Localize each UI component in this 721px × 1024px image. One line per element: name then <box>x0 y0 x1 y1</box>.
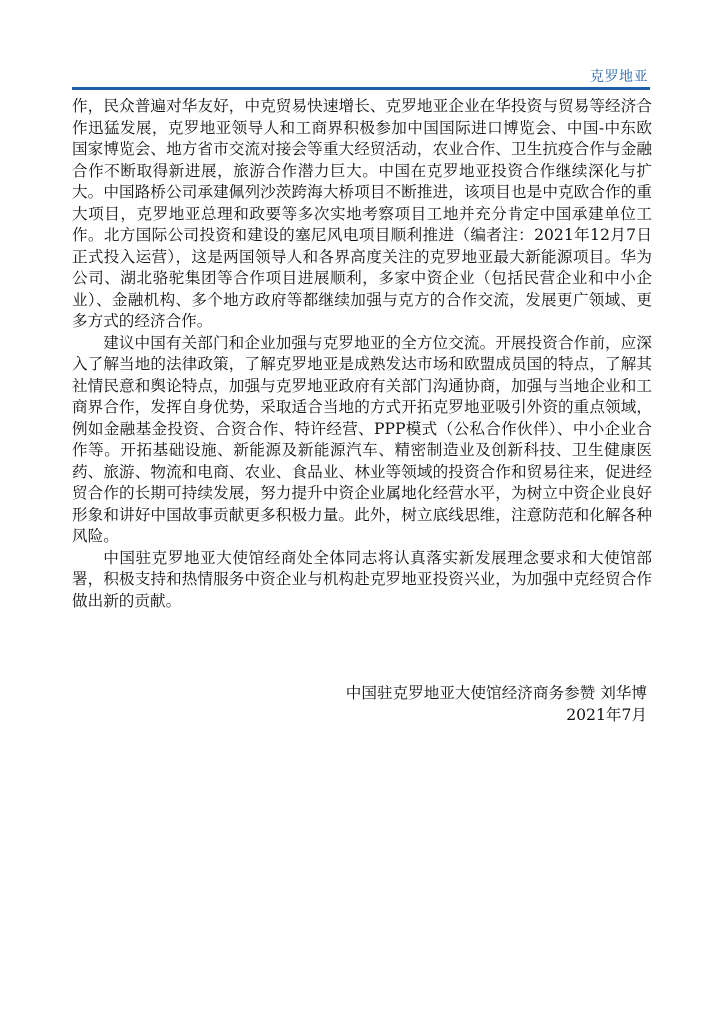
paragraph-closing: 中国驻克罗地亚大使馆经商处全体同志将认真落实新发展理念要求和大使馆部署，积极支持和热情服务中资企业与机构赴克罗地亚投资兴业，为加强中克经贸合作做出新的贡献。 <box>72 548 652 610</box>
signature-date: 2021年7月 <box>566 706 647 724</box>
page-header <box>72 62 650 90</box>
header-rule <box>72 87 650 90</box>
header-title: 克罗地亚 <box>590 69 648 85</box>
article-body <box>72 96 652 612</box>
paragraph-recommendation: 建议中国有关部门和企业加强与克罗地亚的全方位交流。开展投资合作前，应深入了解当地的法律政策，了解克罗地亚是成熟发达市场和欧盟成员国的特点，了解其社情民意和舆论特点，加强与克罗地亚政府有关部门沟通协商，加强与当地企业和工商界合作，发挥自身优势，采取适合当地的方式开拓克罗地亚吸引外资的重点领域，例如金融基金投资、合资合作、特许经营、PPP模式（公私合作伙伴）、中小企业合作等。开拓基础设施、新能源及新能源汽车、精密制造业及创新科技、卫生健康医药、旅游、物流和电商、农业、食品业、林业等领域的投资合作和贸易往来，促进经贸合作的长期可持续发展，努力提升中资企业属地化经营水平，为树立中资企业良好形象和讲好中国故事贡献更多积极力量。此外，树立底线思维，注意防范和化解各种风险。 <box>72 333 652 545</box>
paragraph-continued: 作，民众普遍对华友好，中克贸易快速增长、克罗地亚企业在华投资与贸易等经济合作迅猛发展，克罗地亚领导人和工商界积极参加中国国际进口博览会、中国-中东欧国家博览会、地方省市交流对接会等重大经贸活动，农业合作、卫生抗疫合作与金融合作不断取得新进展，旅游合作潜力巨大。中国在克罗地亚投资合作继续深化与扩大。中国路桥公司承建佩列沙茨跨海大桥项目不断推进，该项目也是中克欧合作的重大项目，克罗地亚总理和政要等多次实地考察项目工地并充分肯定中国承建单位工作。北方国际公司投资和建设的塞尼风电项目顺利推进（编者注：2021年12月7日正式投入运营），这是两国领导人和各界高度关注的克罗地亚最大新能源项目。华为公司、湖北骆驼集团等合作项目进展顺利，多家中资企业（包括民营企业和中小企业）、金融机构、多个地方政府等都继续加强与克方的合作交流，发展更广领域、更多方式的经济合作。 <box>72 97 652 330</box>
signature-block <box>346 682 647 726</box>
signature-author: 中国驻克罗地亚大使馆经济商务参赞 刘华博 <box>345 684 647 702</box>
